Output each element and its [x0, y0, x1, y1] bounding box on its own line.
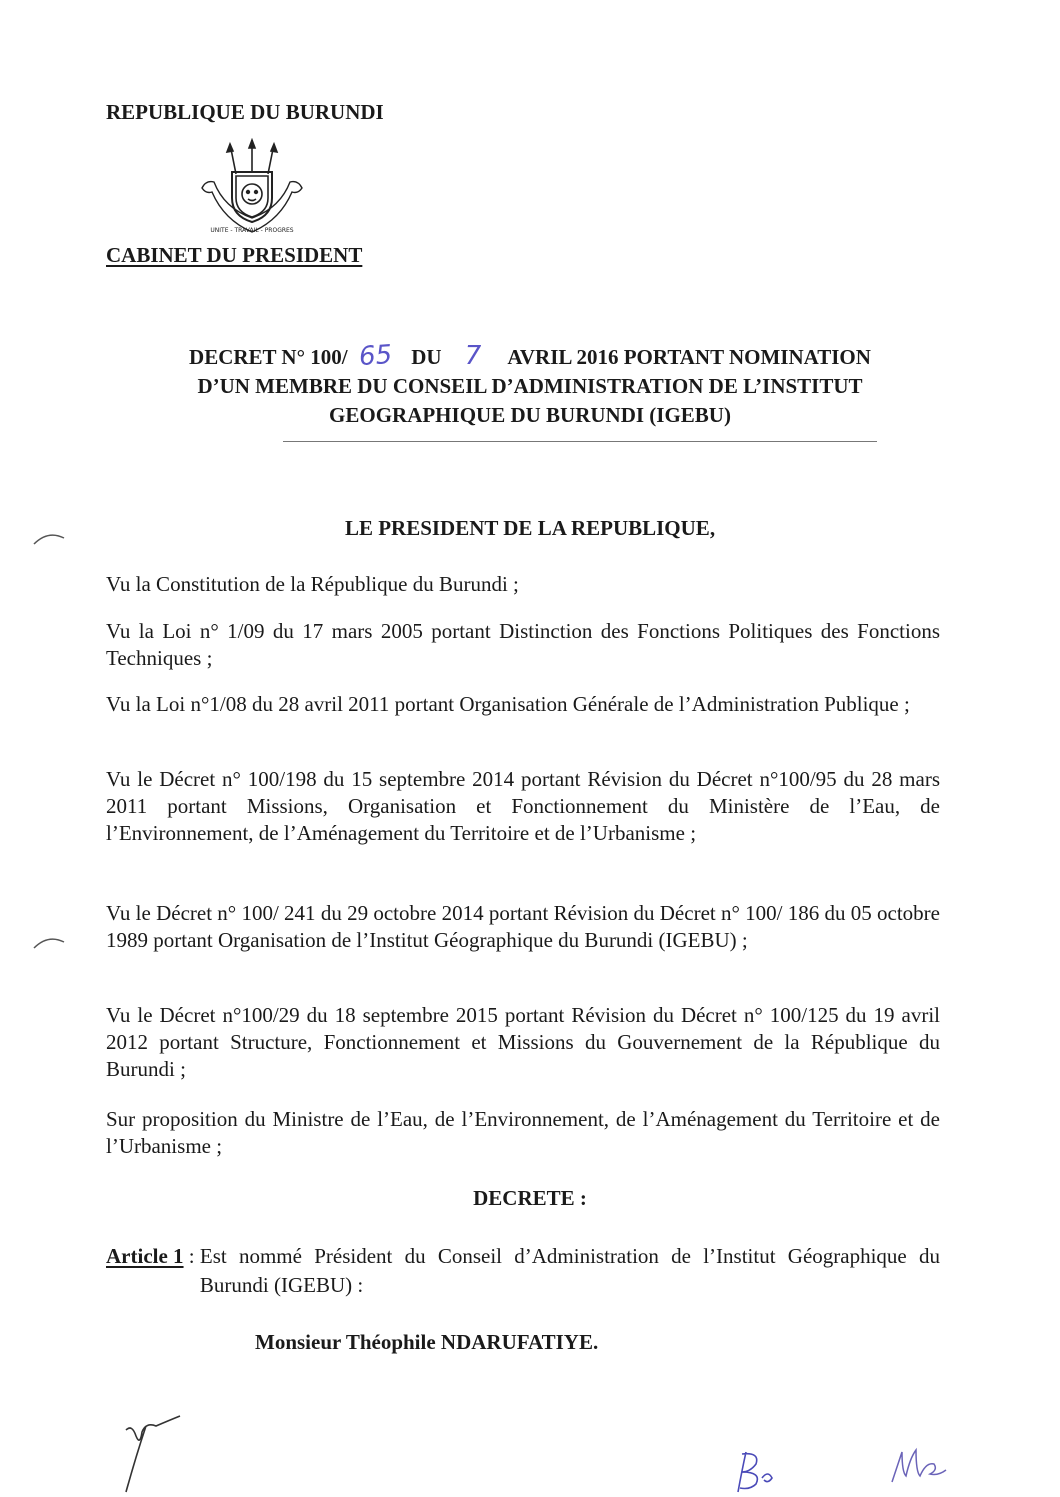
- decree-title-line3: GEOGRAPHIQUE DU BURUNDI (IGEBU): [329, 403, 731, 427]
- consideration-decret-100-198: Vu le Décret n° 100/198 du 15 septembre 2014 portant Révision du Décret n°100/95 du 28 mars 2011 portant Missions, Organisation et Fonctionnement du Ministère de l’Eau, de l’Environnement, de l’Aménagement du Territoire et de l’Urbanisme ;: [106, 767, 940, 845]
- decree-title: [100, 339, 960, 430]
- consideration-proposition: Sur proposition du Ministre de l’Eau, de l’Environnement, de l’Aménagement du Territoire et de l’Urbanisme ;: [106, 1107, 940, 1158]
- margin-mark-icon: [30, 528, 70, 548]
- consideration-constitution: Vu la Constitution de la République du Burundi ;: [106, 572, 519, 596]
- consideration-decret-100-29: Vu le Décret n°100/29 du 18 septembre 2015 portant Révision du Décret n° 100/125 du 19 avril 2012 portant Structure, Fonctionnement et Missions du Gouvernement de la République du Burundi ;: [106, 1003, 940, 1081]
- article-1-label: Article 1: [106, 1244, 184, 1268]
- title-divider: [283, 441, 877, 442]
- decree-du: DU: [411, 345, 442, 369]
- decree-title-rest: AVRIL 2016 PORTANT NOMINATION: [507, 345, 871, 369]
- article-1: [106, 1242, 940, 1300]
- consideration-decret-100-241: Vu le Décret n° 100/ 241 du 29 octobre 2014 portant Révision du Décret n° 100/ 186 du 05 octobre 1989 portant Organisation de l’Institut Géographique du Burundi (IGEBU) ;: [106, 901, 940, 952]
- initial-signature-icon: [118, 1408, 188, 1496]
- initial-signature-icon: [880, 1446, 960, 1492]
- consideration-loi-1-09: Vu la Loi n° 1/09 du 17 mars 2005 portant Distinction des Fonctions Politiques des Fonctions Techniques ;: [106, 619, 940, 670]
- article-1-text: Est nommé Président du Conseil d’Administration de l’Institut Géographique du Burundi (IGEBU) :: [199, 1244, 940, 1297]
- motto-text: UNITE - TRAVAIL - PROGRES: [210, 227, 294, 234]
- margin-mark-icon: [30, 932, 70, 952]
- appointee-name: Monsieur Théophile NDARUFATIYE.: [255, 1330, 599, 1354]
- decrete-heading: DECRETE :: [473, 1186, 587, 1210]
- cabinet-heading: CABINET DU PRESIDENT: [106, 243, 363, 267]
- decree-prefix: DECRET N° 100/: [189, 345, 348, 369]
- initial-signature-icon: [728, 1448, 798, 1496]
- article-1-colon: :: [183, 1244, 200, 1268]
- decree-title-line2: D’UN MEMBRE DU CONSEIL D’ADMINISTRATION DE L’INSTITUT: [197, 374, 863, 398]
- decree-number-handwritten: 65: [357, 339, 393, 373]
- president-heading: LE PRESIDENT DE LA REPUBLIQUE,: [344, 516, 716, 540]
- decree-day-handwritten: 7: [464, 341, 482, 371]
- coat-of-arms-icon: [196, 138, 308, 236]
- decree-title-line1: [100, 339, 960, 373]
- consideration-loi-1-08: Vu la Loi n°1/08 du 28 avril 2011 portant Organisation Générale de l’Administration Publique ;: [106, 692, 910, 716]
- republic-heading: REPUBLIQUE DU BURUNDI: [106, 100, 384, 124]
